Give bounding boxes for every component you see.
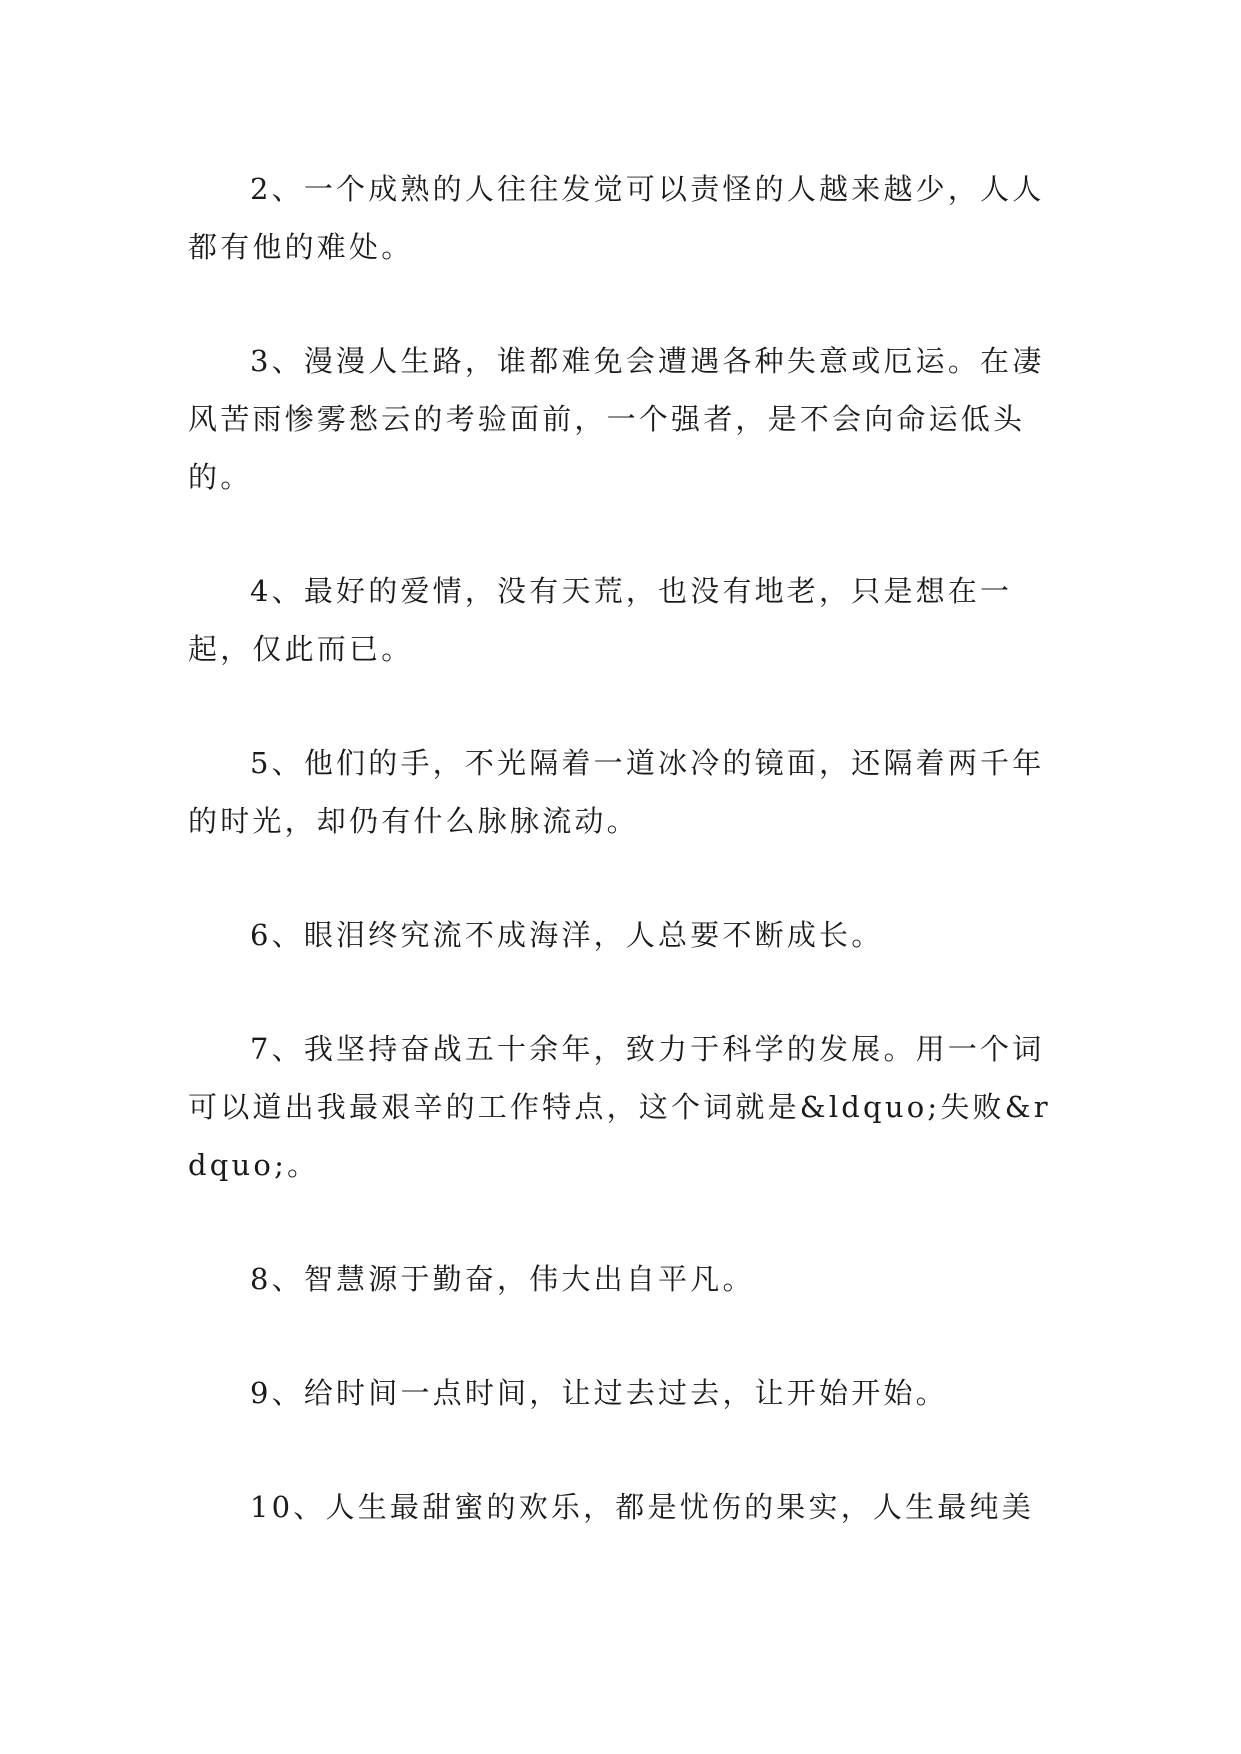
paragraph-9: 9、给时间一点时间，让过去过去，让开始开始。 <box>250 1376 948 1410</box>
paragraph-5: 5、他们的手，不光隔着一道冰冷的镜面，还隔着两千年的时光，却仍有什么脉脉流动。 <box>188 746 1045 838</box>
paragraph-4: 4、最好的爱情，没有天荒，也没有地老，只是想在一起，仅此而已。 <box>188 574 1013 666</box>
paragraph-6: 6、眼泪终究流不成海洋，人总要不断成长。 <box>250 918 884 952</box>
paragraph-8: 8、智慧源于勤奋，伟大出自平凡。 <box>250 1262 755 1296</box>
document-body <box>188 160 1052 1592</box>
paragraph-3: 3、漫漫人生路，谁都难免会遭遇各种失意或厄运。在凄风苦雨惨雾愁云的考验面前，一个强者，是不会向命运低头的。 <box>188 344 1045 494</box>
paragraph-10: 10、人生最甜蜜的欢乐，都是忧伤的果实，人生最纯美 <box>250 1490 1034 1524</box>
paragraph-7: 7、我坚持奋战五十余年，致力于科学的发展。用一个词可以道出我最艰辛的工作特点，这个词就是&ldquo;失败&rdquo;。 <box>188 1032 1051 1182</box>
paragraph-2: 2、一个成熟的人往往发觉可以责怪的人越来越少，人人都有他的难处。 <box>188 172 1045 264</box>
